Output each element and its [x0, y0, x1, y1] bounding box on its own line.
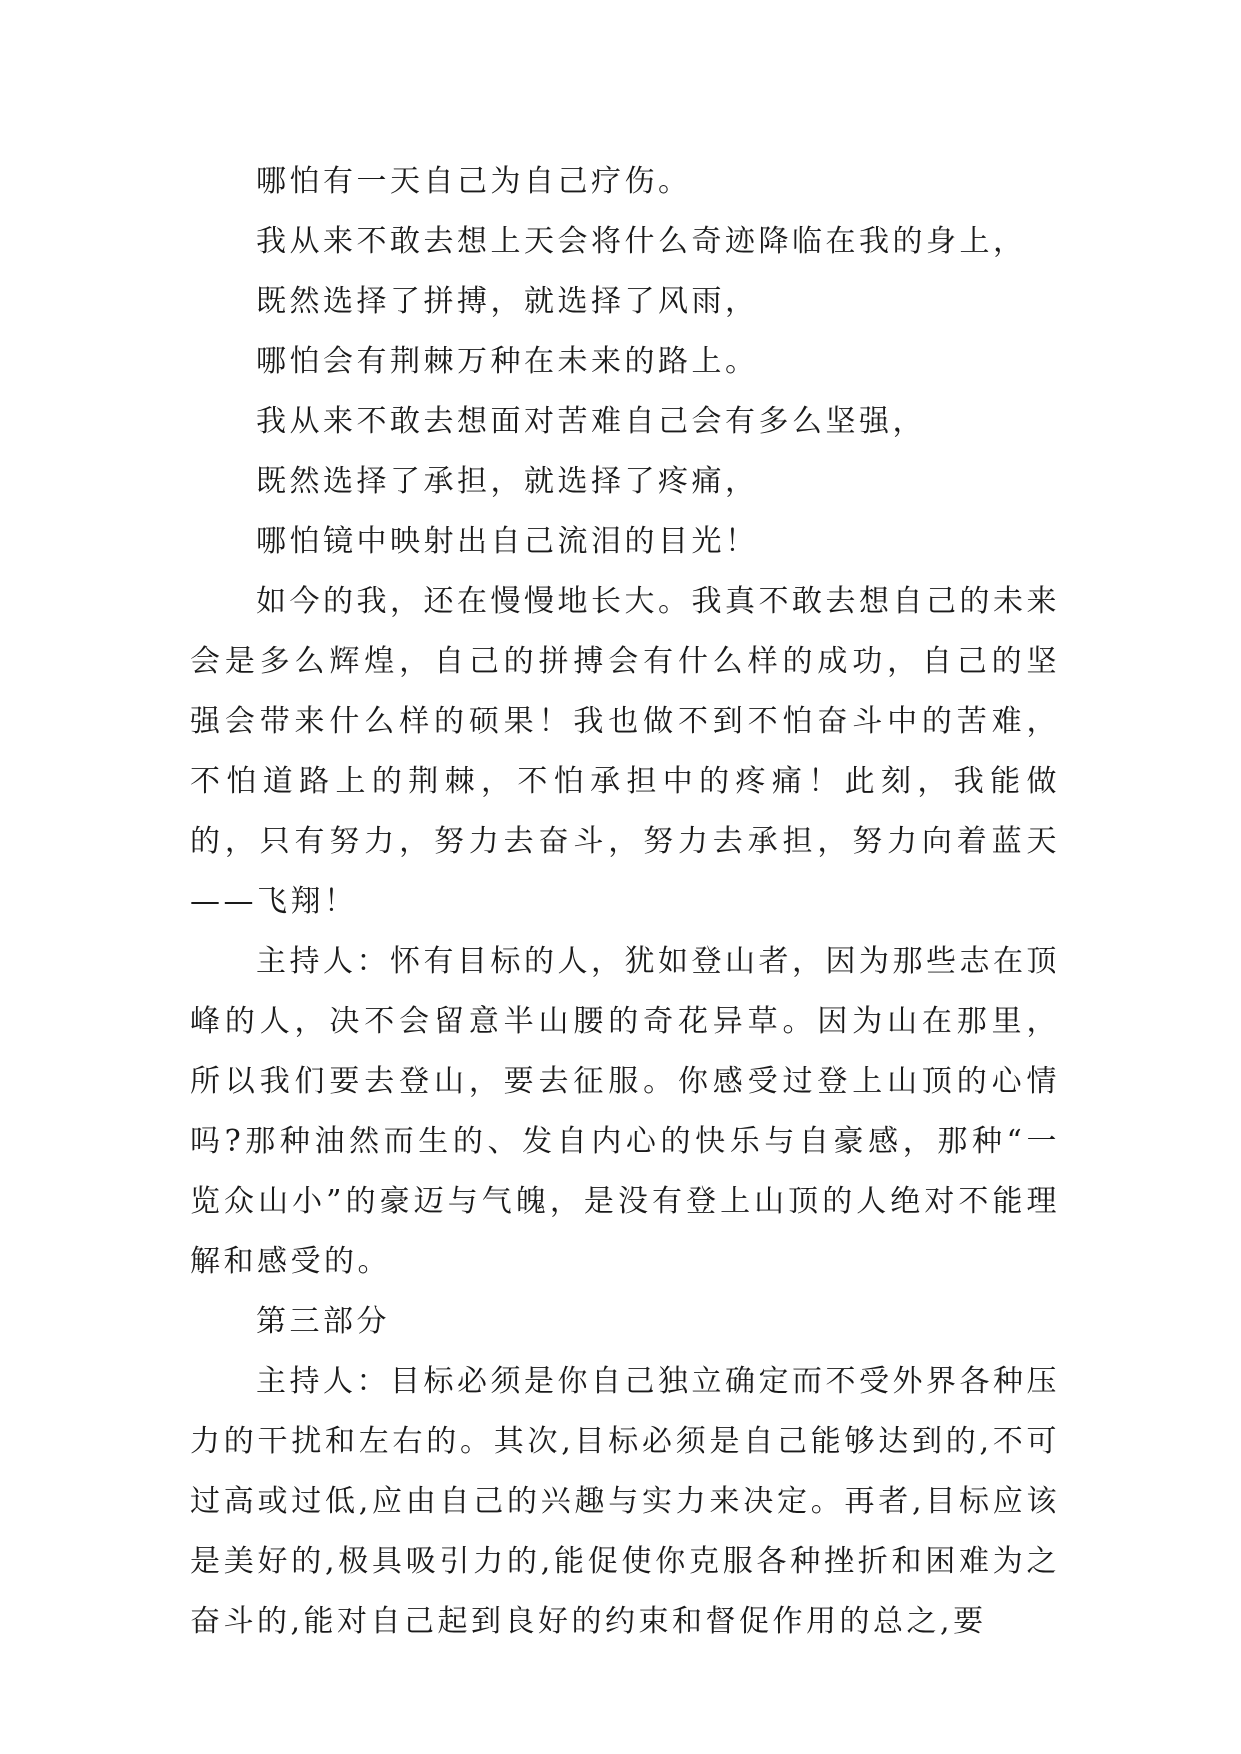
paragraph: 如今的我，还在慢慢地长大。我真不敢去想自己的未来会是多么辉煌，自己的拼搏会有什么样的成功，自己的坚强会带来什么样的硕果！我也做不到不怕奋斗中的苦难，不怕道路上的荆棘，不怕承担中的疼痛！此刻，我能做的，只有努力，努力去奋斗，努力去承担，努力向着蓝天——飞翔！: [190, 584, 1060, 919]
document-page: [190, 152, 1060, 1652]
paragraph: 我从来不敢去想面对苦难自己会有多么坚强，: [256, 404, 926, 439]
paragraph: 哪怕会有荆棘万种在未来的路上。: [256, 344, 759, 379]
paragraph: 主持人：怀有目标的人，犹如登山者，因为那些志在顶峰的人，决不会留意半山腰的奇花异草。因为山在那里，所以我们要去登山，要去征服。你感受过登上山顶的心情吗?那种油然而生的、发自内心的快乐与自豪感，那种“一览众山小”的豪迈与气魄，是没有登上山顶的人绝对不能理解和感受的。: [190, 944, 1060, 1279]
paragraph: 哪怕有一天自己为自己疗伤。: [256, 164, 692, 199]
section-heading: 第三部分: [256, 1304, 390, 1339]
paragraph: 既然选择了拼搏，就选择了风雨，: [256, 284, 759, 319]
paragraph: 我从来不敢去想上天会将什么奇迹降临在我的身上，: [256, 224, 1027, 259]
paragraph: 主持人：目标必须是你自己独立确定而不受外界各种压力的干扰和左右的。其次,目标必须是自己能够达到的,不可过高或过低,应由自己的兴趣与实力来决定。再者,目标应该是美好的,极具吸引力的,能促使你克服各种挫折和困难为之奋斗的,能对自己起到良好的约束和督促作用的总之,要: [190, 1364, 1060, 1639]
paragraph: 既然选择了承担，就选择了疼痛，: [256, 464, 759, 499]
paragraph: 哪怕镜中映射出自己流泪的目光！: [256, 524, 759, 559]
